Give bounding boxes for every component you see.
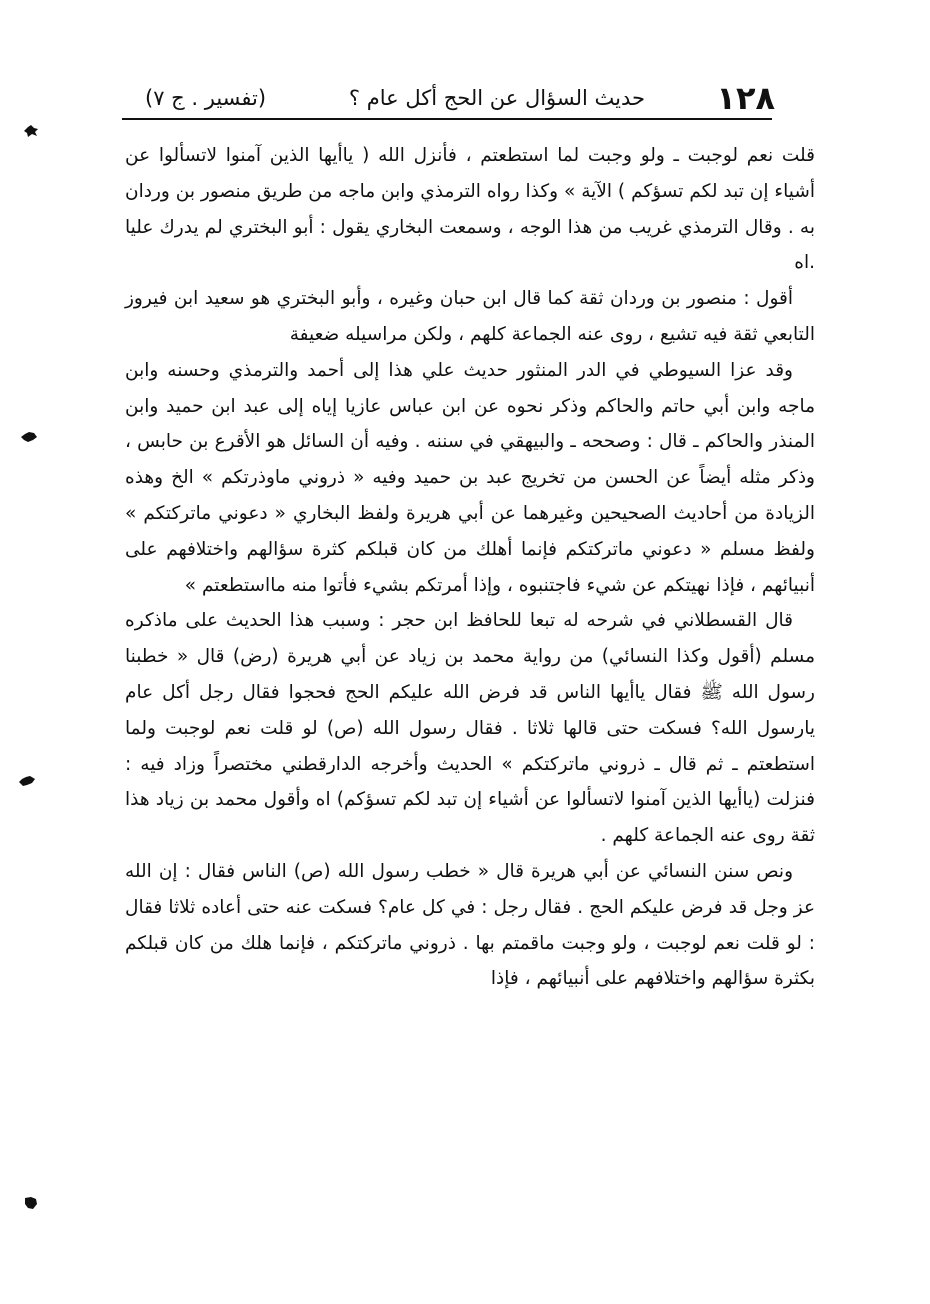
margin-blot-icon xyxy=(22,124,40,138)
volume-label: (تفسير . ج ٧) xyxy=(145,86,267,110)
header-rule xyxy=(122,118,772,120)
page-number: ١٢٨ xyxy=(716,79,775,117)
paragraph-3: وقد عزا السيوطي في الدر المنثور حديث علي هذا إلى أحمد والترمذي وحسنه وابن ماجه وابن أبي حاتم والحاكم وذكر نحوه عن ابن عباس عازيا إياه إلى عبد ابن حميد وابن المنذر والحاكم ـ قال : وصححه ـ والبيهقي في سننه . وفيه أن السائل هو الأقرع بن حابس ، وذكر مثله أيضاً عن الحسن من تخريج عبد بن حميد وفيه « ذروني ماوذرتكم » الخ وهذه الزيادة من أحاديث الصحيحين وغيرهما عن أبي هريرة ولفظ البخاري « دعوني ماتركتكم » ولفظ مسلم « دعوني ماتركتكم فإنما أهلك من كان قبلكم كثرة سؤالهم واختلافهم على أنبيائهم ، فإذا نهيتكم عن شيء فاجتنبوه ، وإذا أمرتكم بشيء فأتوا منه مااستطعتم » xyxy=(125,359,815,596)
margin-blot-icon xyxy=(20,430,38,444)
paragraph-4: قال القسطلاني في شرحه له تبعا للحافظ ابن حجر : وسبب هذا الحديث على ماذكره مسلم (أقول وكذا النسائي) من رواية محمد بن زياد عن أبي هريرة (رض) قال « خطبنا رسول الله ﷺ فقال ياأيها الناس قد فرض الله عليكم الحج فحجوا فقال رجل أكل عام يارسول الله؟ فسكت حتى قالها ثلاثا . فقال رسول الله (ص) لو قلت نعم لوجبت ولما استطعتم ـ ثم قال ـ ذروني ماتركتكم » الحديث وأخرجه الدارقطني مختصراً وزاد فيه : فنزلت (ياأيها الذين آمنوا لاتسألوا عن أشياء إن تبد لكم تسؤكم) اه وأقول محمد بن زياد هذا ثقة روى عنه الجماعة كلهم . xyxy=(125,610,815,847)
paragraph-5: ونص سنن النسائي عن أبي هريرة قال « خطب رسول الله (ص) الناس فقال : إن الله عز وجل قد فرض عليكم الحج . فقال رجل : في كل عام؟ فسكت عنه حتى أعاده ثلاثا فقال : لو قلت نعم لوجبت ، ولو وجبت ماقمتم بها . ذروني ماتركتكم ، فإنما هلك من كان قبلكم بكثرة سؤالهم واختلافهم على أنبيائهم ، فإذا xyxy=(125,860,815,990)
margin-blot-icon xyxy=(22,1196,40,1210)
page-header xyxy=(125,72,775,120)
paragraph-1: قلت نعم لوجبت ـ ولو وجبت لما استطعتم ، فأنزل الله ( ياأيها الذين آمنوا لاتسألوا عن أشياء إن تبد لكم تسؤكم ) الآية » وكذا رواه الترمذي وابن ماجه من طريق منصور بن وردان به . وقال الترمذي غريب من هذا الوجه ، وسمعت البخاري يقول : أبو البختري لم يدرك عليا .اه xyxy=(125,145,815,274)
margin-blot-icon xyxy=(18,774,36,788)
paragraph-2: أقول : منصور بن وردان ثقة كما قال ابن حبان وغيره ، وأبو البختري هو سعيد ابن فيروز التابعي ثقة فيه تشيع ، روى عنه الجماعة كلهم ، ولكن مراسيله ضعيفة xyxy=(125,288,815,345)
body-text xyxy=(125,138,815,997)
running-title: حديث السؤال عن الحج أكل عام ؟ xyxy=(348,86,645,110)
